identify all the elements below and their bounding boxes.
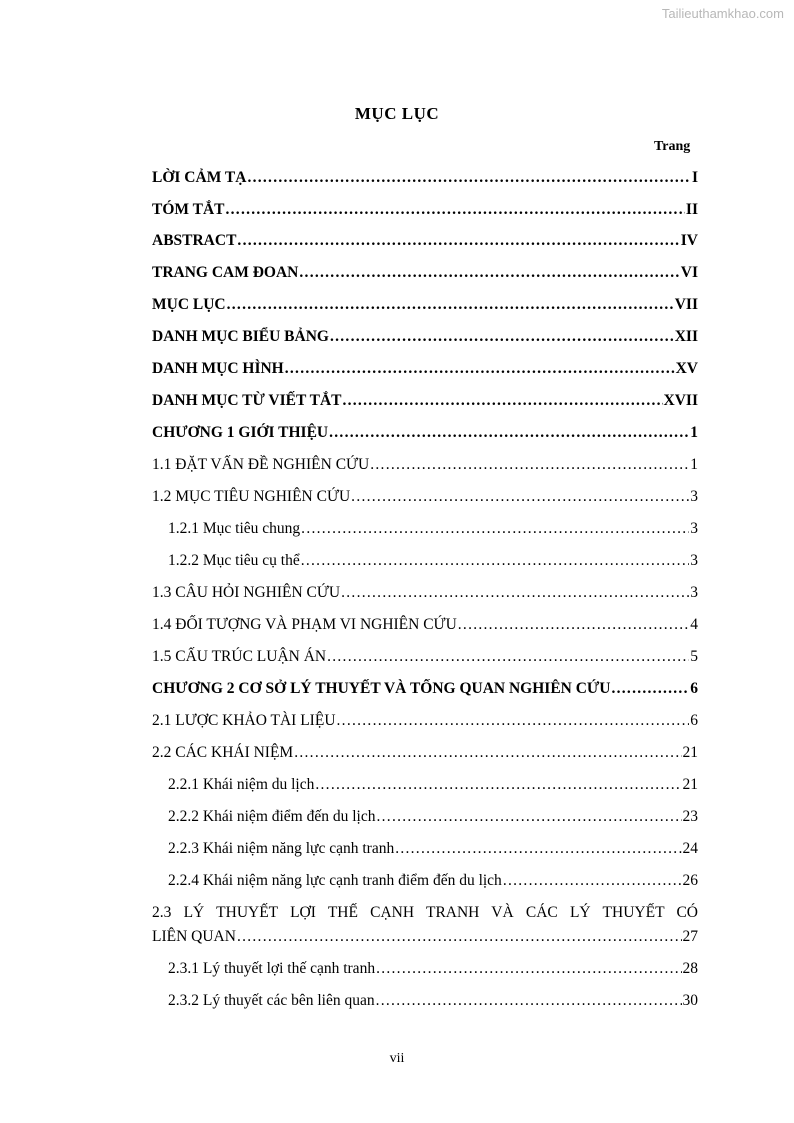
watermark: Tailieuthamkhao.com <box>661 6 784 21</box>
toc-entry-label: CHƯƠNG 2 CƠ SỞ LÝ THUYẾT VÀ TỔNG QUAN NGHIÊN CỨU <box>152 680 611 697</box>
toc-section[interactable] <box>152 487 698 507</box>
toc-entry-label: 2.2.3 Khái niệm năng lực cạnh tranh <box>168 840 395 857</box>
toc-chapter[interactable] <box>152 679 698 699</box>
dot-leader <box>226 200 685 220</box>
toc-entry[interactable] <box>152 263 698 283</box>
toc-entry-label: MỤC LỤC <box>152 296 226 313</box>
toc-section[interactable] <box>152 927 698 947</box>
toc-entry-page: 1 <box>690 424 698 441</box>
toc-entry-page: XVII <box>663 392 698 409</box>
toc-subsection[interactable] <box>168 839 698 859</box>
toc-section[interactable] <box>152 711 698 731</box>
toc-section[interactable] <box>152 647 698 667</box>
toc-entry-label: 1.5 CẤU TRÚC LUẬN ÁN <box>152 648 327 665</box>
toc-entry-label: ABSTRACT <box>152 232 237 249</box>
toc-subsection[interactable] <box>168 519 698 539</box>
toc-entry-page: XV <box>675 360 698 377</box>
toc-section-line1[interactable]: 2.3 LÝ THUYẾT LỢI THẾ CẠNH TRANH VÀ CÁC LÝ THUYẾT CÓ <box>152 904 698 921</box>
toc-entry-label: 1.4 ĐỐI TƯỢNG VÀ PHẠM VI NGHIÊN CỨU <box>152 616 457 633</box>
toc-entry[interactable] <box>152 391 698 411</box>
toc-entry-label: 2.2.1 Khái niệm du lịch <box>168 776 315 793</box>
toc-entry-page: IV <box>680 232 698 249</box>
dot-leader <box>376 991 682 1011</box>
toc-entry-page: 27 <box>682 928 698 945</box>
toc-entry-page: 4 <box>690 616 698 633</box>
toc-entry-label: 2.2.2 Khái niệm điểm đến du lịch <box>168 808 376 825</box>
toc-entry-label: 1.2.2 Mục tiêu cụ thể <box>168 552 300 569</box>
dot-leader <box>327 647 689 667</box>
toc-entry-page: 5 <box>690 648 698 665</box>
toc-entry-label: 1.1 ĐẶT VẤN ĐỀ NGHIÊN CỨU <box>152 456 370 473</box>
dot-leader <box>227 295 674 315</box>
dot-leader <box>342 391 662 411</box>
toc-subsection[interactable] <box>168 871 698 891</box>
toc-entry-label: 2.3.2 Lý thuyết các bên liên quan <box>168 992 375 1009</box>
toc-entry[interactable] <box>152 359 698 379</box>
toc-entry-label: 1.2 MỤC TIÊU NGHIÊN CỨU <box>152 488 351 505</box>
toc-subsection[interactable] <box>168 775 698 795</box>
toc-section[interactable] <box>152 615 698 635</box>
dot-leader <box>458 615 689 635</box>
dot-leader <box>301 551 690 571</box>
toc-entry-label: LỜI CẢM TẠ <box>152 169 247 186</box>
toc-entry-page: 23 <box>682 808 698 825</box>
toc-entry-page: 3 <box>690 520 698 537</box>
toc-entry-label: 2.2 CÁC KHÁI NIỆM <box>152 744 294 761</box>
toc-entry-label: DANH MỤC TỪ VIẾT TẮT <box>152 392 342 409</box>
dot-leader <box>611 679 689 699</box>
toc-section[interactable] <box>152 455 698 475</box>
page-title: MỤC LỤC <box>354 104 440 123</box>
toc-entry-label: TRANG CAM ĐOAN <box>152 264 299 281</box>
toc-entry-page: 28 <box>682 960 698 977</box>
toc-entry-label: DANH MỤC HÌNH <box>152 360 284 377</box>
toc-entry-label: TÓM TẮT <box>152 201 225 218</box>
toc-entry-page: I <box>691 169 698 186</box>
dot-leader <box>285 359 675 379</box>
toc-subsection[interactable] <box>168 991 698 1011</box>
dot-leader <box>395 839 681 859</box>
dot-leader <box>337 711 690 731</box>
page-column-header: Trang <box>654 139 691 154</box>
toc-entry-page: XII <box>674 328 698 345</box>
dot-leader <box>370 455 689 475</box>
toc-entry[interactable] <box>152 231 698 251</box>
dot-leader <box>376 959 681 979</box>
toc-entry-page: 6 <box>690 712 698 729</box>
dot-leader <box>237 927 682 947</box>
toc-entry-label: DANH MỤC BIỂU BẢNG <box>152 328 329 345</box>
toc-entry-page: 21 <box>682 744 698 761</box>
toc-subsection[interactable] <box>168 551 698 571</box>
dot-leader <box>503 871 682 891</box>
toc-entry-page: VI <box>680 264 698 281</box>
dot-leader <box>301 519 689 539</box>
toc-entry-label: 1.2.1 Mục tiêu chung <box>168 520 301 537</box>
toc-entry[interactable] <box>152 327 698 347</box>
toc-section[interactable] <box>152 583 698 603</box>
dot-leader <box>299 263 679 283</box>
toc-entry-page: 3 <box>690 584 698 601</box>
toc-entry-page: II <box>685 201 698 218</box>
toc-subsection[interactable] <box>168 807 698 827</box>
toc-entry-page: 3 <box>690 488 698 505</box>
toc-entry[interactable] <box>152 295 698 315</box>
dot-leader <box>330 327 674 347</box>
dot-leader <box>247 168 691 188</box>
toc-entry-label: LIÊN QUAN <box>152 928 236 945</box>
toc-entry-page: 21 <box>682 776 698 793</box>
dot-leader <box>237 231 679 251</box>
dot-leader <box>329 423 689 443</box>
toc-chapter[interactable] <box>152 423 698 443</box>
dot-leader <box>315 775 681 795</box>
toc-entry[interactable] <box>152 168 698 188</box>
toc-entry-page: 26 <box>682 872 698 889</box>
toc-entry[interactable] <box>152 200 698 220</box>
dot-leader <box>294 743 681 763</box>
toc-section[interactable] <box>152 743 698 763</box>
toc-entry-page: VII <box>674 296 698 313</box>
dot-leader <box>377 807 682 827</box>
toc-entry-page: 30 <box>682 992 698 1009</box>
toc-subsection[interactable] <box>168 959 698 979</box>
toc-entry-page: 6 <box>690 680 698 697</box>
page-number: vii <box>389 1051 405 1066</box>
dot-leader <box>351 487 689 507</box>
toc-entry-label: 2.3.1 Lý thuyết lợi thế cạnh tranh <box>168 960 376 977</box>
toc-entry-page: 24 <box>682 840 698 857</box>
toc-entry-label: 2.1 LƯỢC KHẢO TÀI LIỆU <box>152 712 336 729</box>
toc-entry-page: 3 <box>690 552 698 569</box>
toc-entry-label: 1.3 CÂU HỎI NGHIÊN CỨU <box>152 584 341 601</box>
toc-entry-label: 2.2.4 Khái niệm năng lực cạnh tranh điểm đến du lịch <box>168 872 502 889</box>
toc-entry-page: 1 <box>690 456 698 473</box>
dot-leader <box>341 583 689 603</box>
toc-entry-label: CHƯƠNG 1 GIỚI THIỆU <box>152 424 329 441</box>
